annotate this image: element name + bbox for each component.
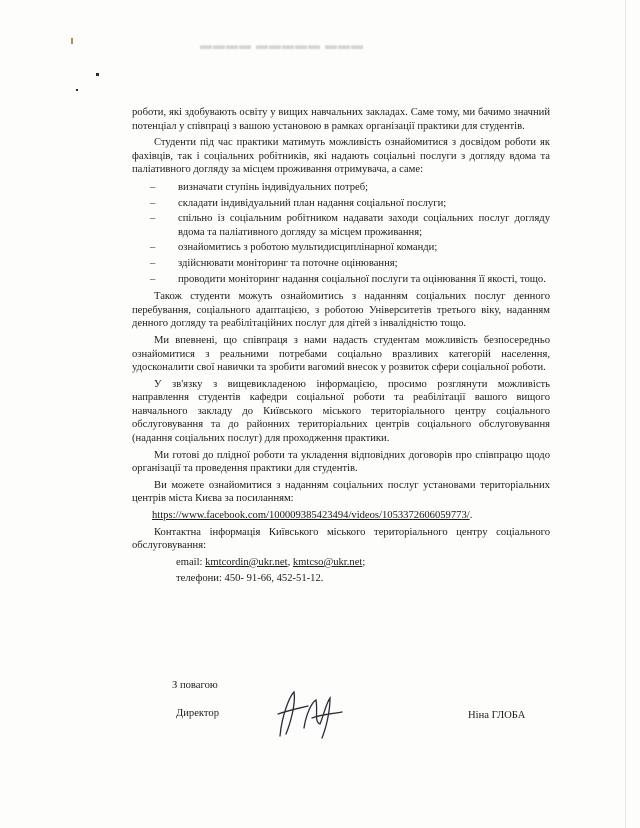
email-line: email: kmtcordin@ukr.net, kmtcso@ukr.net; [176,556,366,568]
paragraph: Ми готові до плідної роботи та укладення відповідних договорів про співпрацю щодо організації та проведення практики для студентів. [132,449,550,475]
list-item: – визначати ступінь індивідуальних потреб; [150,181,369,193]
list-item: – проводити моніторинг надання соціальної послуги та оцінювання її якості, тощо. [150,273,546,285]
list-item: – здійснювати моніторинг та поточне оцінювання; [150,257,398,269]
closing-phrase: З повагою [172,680,218,691]
email-link-2[interactable]: kmtcso@ukr.net [292,556,363,568]
phones-line: телефони: 450- 91-66, 452-51-12. [176,573,324,585]
paragraph: У зв'язку з вищевикладеною інформацією, просимо розглянути можливість направлення студентів кафедри соціальної роботи та реабілітації вашого вищого навчального закладу до Київського міського територіального центру соціального обслуговування та до районних територіальних центрів соціального обслуговування (надання соціальних послуг) для проходження практики. [132,378,550,445]
handwritten-signature-icon [260,684,350,744]
list-item: – спільно із соціальним робітником надавати заходи соціальних послуг догляду вдома та паліативного догляду за місцем проживання; [150,213,550,238]
page-edge-shadow [625,0,626,828]
list-item: – ознайомитись з роботою мультидисциплінарної команди; [150,242,438,254]
facebook-video-link[interactable]: https://www.facebook.com/100009385423494/videos/1053372606059773/ [152,510,470,522]
signer-role: Директор [176,708,219,719]
signer-name: Ніна ГЛОБА [468,710,526,721]
scan-speck [71,38,73,44]
link-line: https://www.facebook.com/100009385423494/videos/1053372606059773/. [152,510,473,522]
dash-bullet-icon: – [150,257,156,269]
dash-bullet-icon: – [150,273,156,285]
duties-list [132,181,550,286]
letter-body [132,106,550,589]
paragraph: Ми впевнені, що співпраця з нами надасть студентам можливість безпосередньо ознайомитися з реальними потребами соціально вразливих категорій населення, удосконалити свої навички та зробити вагомий внесок у розвиток сфери соціальної роботи. [132,334,550,374]
paragraph: Контактна інформація Київського міського територіального центру соціального обслуговування: [132,526,550,552]
dash-bullet-icon: – [150,213,156,225]
scan-speck [96,73,99,76]
email-link-1[interactable]: kmtcordin@ukr.net [205,556,288,568]
paragraph: Ви можете ознайомитися з наданням соціальних послуг установами територіальних центрів міста Києва за посиланням: [132,479,550,505]
signature-block [172,680,572,760]
dash-bullet-icon: – [150,181,156,193]
dash-bullet-icon: – [150,242,156,254]
scan-speck [76,89,78,91]
paragraph: Студенти під час практики матимуть можливість ознайомитися з досвідом роботи як фахівців, так і соціальних робітників, які надають соціальні послуги з догляду вдома та паліативного догляду за місцем проживання отримувача, а саме: [132,137,550,176]
dash-bullet-icon: – [150,197,156,209]
list-item: – складати індивідуальний план надання соціальної послуги; [150,197,447,209]
paragraph: Також студенти можуть ознайомитись з наданням соціальних послуг денного перебування, соціального адаптацією, з роботою Університетів третього віку, наданням денного догляду та реабілітаційних послуг для дітей з інвалідністю тощо. [132,291,550,330]
header-bleed-through: ▬▬▬▬ ▬▬▬▬▬ ▬▬▬ [200,38,364,52]
paragraph: роботи, які здобувають освіту у вищих навчальних закладах. Саме тому, ми бачимо значний потенціал у співпраці з вашою установою в рамках організації практики для студентів. [132,107,550,132]
